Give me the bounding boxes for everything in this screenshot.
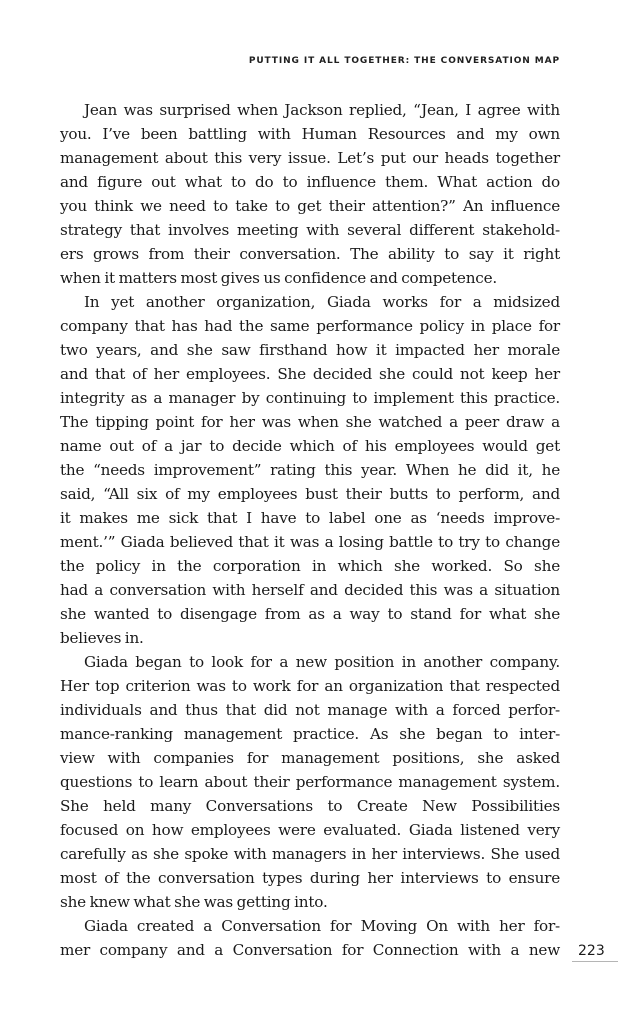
- text-line: she wanted to disengage from as a way to stand for what she: [60, 605, 560, 623]
- text-line: most of the conversation types during her interviews to ensure: [60, 869, 560, 887]
- text-line: and that of her employees. She decided she could not keep her: [60, 365, 560, 383]
- text-line: you. I’ve been battling with Human Resources and my own: [60, 125, 560, 143]
- page-number: 223: [578, 943, 605, 959]
- text-line: questions to learn about their performance management system.: [60, 773, 560, 791]
- text-line: she knew what she was getting into.: [60, 893, 328, 911]
- text-line: management about this very issue. Let’s put our heads together: [60, 149, 560, 167]
- text-line: strategy that involves meeting with several different stakehold-: [60, 221, 560, 239]
- text-line: and figure out what to do to influence them. What action do: [60, 173, 560, 191]
- text-line: The tipping point for her was when she watched a peer draw a: [60, 413, 560, 431]
- text-line: the “needs improvement” rating this year. When he did it, he: [60, 461, 560, 479]
- text-line: She held many Conversations to Create New Possibilities: [60, 797, 560, 815]
- text-line: Giada began to look for a new position in another company.: [84, 653, 560, 671]
- text-line: said, “All six of my employees bust their butts to perform, and: [60, 485, 560, 503]
- text-line: Giada created a Conversation for Moving On with her for-: [84, 917, 560, 935]
- text-line: when it matters most gives us confidence and competence.: [60, 269, 498, 287]
- text-line: carefully as she spoke with managers in her interviews. She used: [60, 845, 560, 863]
- text-line: name out of a jar to decide which of his employees would get: [60, 437, 560, 455]
- body-text: [60, 98, 560, 962]
- text-line: the policy in the corporation in which she worked. So she: [60, 557, 560, 575]
- text-line: Her top criterion was to work for an organization that respected: [60, 677, 560, 695]
- text-line: believes in.: [60, 629, 144, 647]
- text-line: two years, and she saw firsthand how it impacted her morale: [60, 341, 560, 359]
- text-line: integrity as a manager by continuing to implement this practice.: [60, 389, 560, 407]
- text-line: In yet another organization, Giada works for a midsized: [84, 293, 560, 311]
- text-line: mance-ranking management practice. As she began to inter-: [60, 725, 560, 743]
- folio-rule: [572, 961, 618, 962]
- text-line: mer company and a Conversation for Connection with a new: [60, 941, 560, 959]
- running-head: PUTTING IT ALL TOGETHER: THE CONVERSATION MAP: [248, 56, 560, 66]
- text-line: had a conversation with herself and decided this was a situation: [60, 581, 560, 599]
- text-line: Jean was surprised when Jackson replied, “Jean, I agree with: [84, 101, 560, 119]
- text-line: it makes me sick that I have to label one as ‘needs improve-: [60, 509, 560, 527]
- text-line: ers grows from their conversation. The ability to say it right: [60, 245, 560, 263]
- text-line: focused on how employees were evaluated. Giada listened very: [60, 821, 560, 839]
- text-line: view with companies for management positions, she asked: [60, 749, 560, 767]
- text-line: you think we need to take to get their attention?” An influence: [60, 197, 560, 215]
- text-line: ment.’” Giada believed that it was a losing battle to try to change: [60, 533, 560, 551]
- text-line: company that has had the same performance policy in place for: [60, 317, 560, 335]
- text-line: individuals and thus that did not manage with a forced perfor-: [60, 701, 560, 719]
